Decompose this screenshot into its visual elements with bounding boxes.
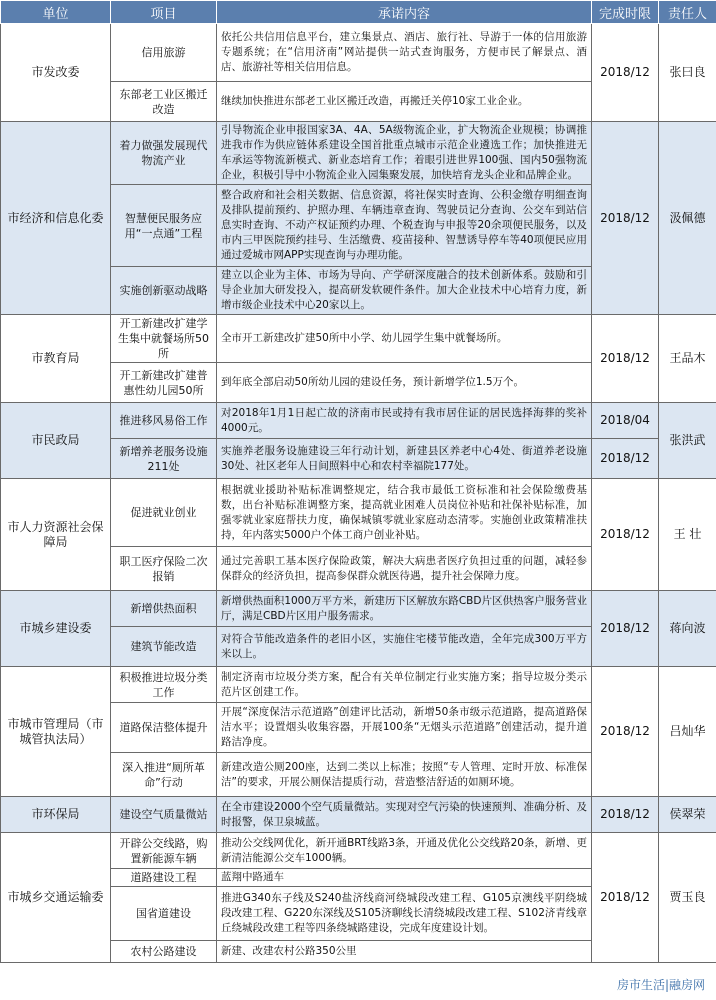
deadline-cell: 2018/12	[592, 797, 659, 833]
table-row	[1, 833, 716, 869]
content-cell: 通过完善职工基本医疗保险政策，解决大病患者医疗负担过重的问题，减轻参保群众的经济负担，提高参保群众就医待遇，提升社会保障力度。	[217, 547, 592, 591]
content-cell: 依托公共信用信息平台，建立集景点、酒店、旅行社、导游于一体的信用旅游专题系统；在“信用济南”网站提供一站式查询服务，方便市民了解景点、酒店、旅游社等相关信用信息。	[217, 24, 592, 82]
deadline-cell: 2018/12	[592, 591, 659, 667]
unit-cell: 市发改委	[1, 24, 111, 122]
table-row	[1, 591, 716, 627]
item-cell: 东部老工业区搬迁改造	[111, 82, 217, 122]
content-cell: 全市开工新建改扩建50所中小学、幼儿园学生集中就餐场所。	[217, 315, 592, 363]
table-body	[1, 24, 716, 963]
content-cell: 到年底全部启动50所幼儿园的建设任务，预计新增学位1.5万个。	[217, 363, 592, 403]
deadline-cell: 2018/04	[592, 403, 659, 439]
deadline-cell: 2018/12	[592, 439, 659, 479]
content-cell: 新建、改建农村公路350公里	[217, 941, 592, 963]
header-row	[1, 1, 716, 24]
watermark: 房市生活|融房网	[614, 975, 708, 994]
table-row	[1, 797, 716, 833]
item-cell: 开工新建改扩建学生集中就餐场所50所	[111, 315, 217, 363]
deadline-cell: 2018/12	[592, 833, 659, 963]
header-item: 项目	[111, 1, 217, 24]
table-row	[1, 24, 716, 82]
item-cell: 深入推进“厕所革命”行动	[111, 753, 217, 797]
unit-cell: 市经济和信息化委	[1, 122, 111, 315]
person-cell: 张曰良	[659, 24, 716, 122]
item-cell: 开工新建改扩建普惠性幼儿园50所	[111, 363, 217, 403]
unit-cell: 市环保局	[1, 797, 111, 833]
item-cell: 信用旅游	[111, 24, 217, 82]
content-cell: 对2018年1月1日起亡故的济南市民或持有我市居住证的居民选择海葬的奖补4000元。	[217, 403, 592, 439]
table-row	[1, 315, 716, 363]
content-cell: 推动公交线网优化，新开通BRT线路3条，开通及优化公交线路20条，新增、更新清洁能源公交车1000辆。	[217, 833, 592, 869]
content-cell: 建立以企业为主体、市场为导向、产学研深度融合的技术创新体系。鼓励和引导企业加大研发投入，提高研发软硬件条件。加大企业技术中心培育力度，新增市级企业技术中心20家以上。	[217, 267, 592, 315]
deadline-cell: 2018/12	[592, 479, 659, 591]
item-cell: 促进就业创业	[111, 479, 217, 547]
content-cell: 在全市建设2000个空气质量微站。实现对空气污染的快速预判、准确分析、及时报警，保卫泉城蓝。	[217, 797, 592, 833]
unit-cell: 市城乡建设委	[1, 591, 111, 667]
deadline-cell: 2018/12	[592, 667, 659, 797]
content-cell: 实施养老服务设施建设三年行动计划，新建县区养老中心4处、街道养老设施30处、社区老年人日间照料中心和农村幸福院177处。	[217, 439, 592, 479]
person-cell: 汲佩德	[659, 122, 716, 315]
content-cell: 制定济南市垃圾分类方案，配合有关单位制定行业实施方案；指导垃圾分类示范片区创建工作。	[217, 667, 592, 703]
content-cell: 继续加快推进东部老工业区搬迁改造，再搬迁关停10家工业企业。	[217, 82, 592, 122]
item-cell: 智慧便民服务应用“一点通”工程	[111, 185, 217, 267]
item-cell: 建筑节能改造	[111, 627, 217, 667]
item-cell: 积极推进垃圾分类工作	[111, 667, 217, 703]
item-cell: 新增供热面积	[111, 591, 217, 627]
unit-cell: 市民政局	[1, 403, 111, 479]
item-cell: 道路保洁整体提升	[111, 703, 217, 753]
unit-cell: 市城乡交通运输委	[1, 833, 111, 963]
content-cell: 蓝翔中路通车	[217, 869, 592, 887]
content-cell: 开展“深度保洁示范道路”创建评比活动，新增50条市级示范道路，提高道路保洁水平；设置烟头收集容器，开展100条“无烟头示范道路”创建活动，提升道路洁净度。	[217, 703, 592, 753]
item-cell: 职工医疗保险二次报销	[111, 547, 217, 591]
content-cell: 根据就业援助补贴标准调整规定，结合我市最低工资标准和社会保险缴费基数，出台补贴标准调整方案，提高就业困难人员岗位补贴和社保补贴标准，加强零就业家庭帮扶力度，确保城镇零就业家庭动态清零。实施创业政策精准扶持，年内落实5000户个体工商户创业补贴。	[217, 479, 592, 547]
item-cell: 实施创新驱动战略	[111, 267, 217, 315]
item-cell: 着力做强发展现代物流产业	[111, 122, 217, 185]
unit-cell: 市教育局	[1, 315, 111, 403]
deadline-cell: 2018/12	[592, 24, 659, 122]
content-cell: 整合政府和社会相关数据、信息资源，将社保实时查询、公积金缴存明细查询及排队提前预约、护照办理、车辆违章查询、驾驶员记分查询、公交车到站信息实时查询、不动产权证预约办理、个税查询与申报等20余项便民服务，以及市内三甲医院预约挂号、生活缴费、疫苗接种、智慧诱导停车等40项便民应用通过爱城市网APP实现查询与办理功能。	[217, 185, 592, 267]
table-row	[1, 403, 716, 439]
content-cell: 新建改造公厕200座，达到二类以上标准；按照“专人管理、定时开放、标准保洁”的要求，开展公厕保洁提质行动，营造整洁舒适的如厕环境。	[217, 753, 592, 797]
content-cell: 推进G340东子线及S240盐济线商河绕城段改建工程、G105京澳线平阴绕城段改建工程、G220东深线及S105济聊线长清绕城段改建工程、S102济青线章丘绕城段改建工程等四条绕城路建设，完成年度建设计划。	[217, 887, 592, 941]
person-cell: 张洪武	[659, 403, 716, 479]
person-cell: 王 壮	[659, 479, 716, 591]
header-done: 完成时限	[592, 1, 659, 24]
deadline-cell: 2018/12	[592, 122, 659, 315]
unit-cell: 市城市管理局（市城管执法局）	[1, 667, 111, 797]
deadline-cell: 2018/12	[592, 315, 659, 403]
header-person: 责任人	[659, 1, 716, 24]
item-cell: 新增养老服务设施211处	[111, 439, 217, 479]
header-unit: 单位	[1, 1, 111, 24]
person-cell: 侯翠荣	[659, 797, 716, 833]
item-cell: 农村公路建设	[111, 941, 217, 963]
table-row	[1, 479, 716, 547]
item-cell: 开辟公交线路，购置新能源车辆	[111, 833, 217, 869]
item-cell: 国省道建设	[111, 887, 217, 941]
content-cell: 新增供热面积1000万平方米，新建历下区解放东路CBD片区供热客户服务营业厅，满足CBD片区用户服务需求。	[217, 591, 592, 627]
item-cell: 道路建设工程	[111, 869, 217, 887]
content-cell: 对符合节能改造条件的老旧小区，实施住宅楼节能改造，全年完成300万平方米以上。	[217, 627, 592, 667]
content-cell: 引导物流企业申报国家3A、4A、5A级物流企业，扩大物流企业规模；协调推进我市作为供应链体系建设全国首批重点城市示范企业遴选工作；加快推进无车承运等物流新模式、新业态培育工作；着眼引进世界100强、国内50强物流企业，积极引导中小物流企业入园集聚发展，加快培育龙头企业和品牌企业。	[217, 122, 592, 185]
person-cell: 吕灿华	[659, 667, 716, 797]
table-row	[1, 667, 716, 703]
item-cell: 建设空气质量微站	[111, 797, 217, 833]
person-cell: 王品木	[659, 315, 716, 403]
unit-cell: 市人力资源社会保障局	[1, 479, 111, 591]
header-content: 承诺内容	[217, 1, 592, 24]
item-cell: 推进移风易俗工作	[111, 403, 217, 439]
table-row	[1, 122, 716, 185]
person-cell: 贾玉良	[659, 833, 716, 963]
person-cell: 蒋向波	[659, 591, 716, 667]
